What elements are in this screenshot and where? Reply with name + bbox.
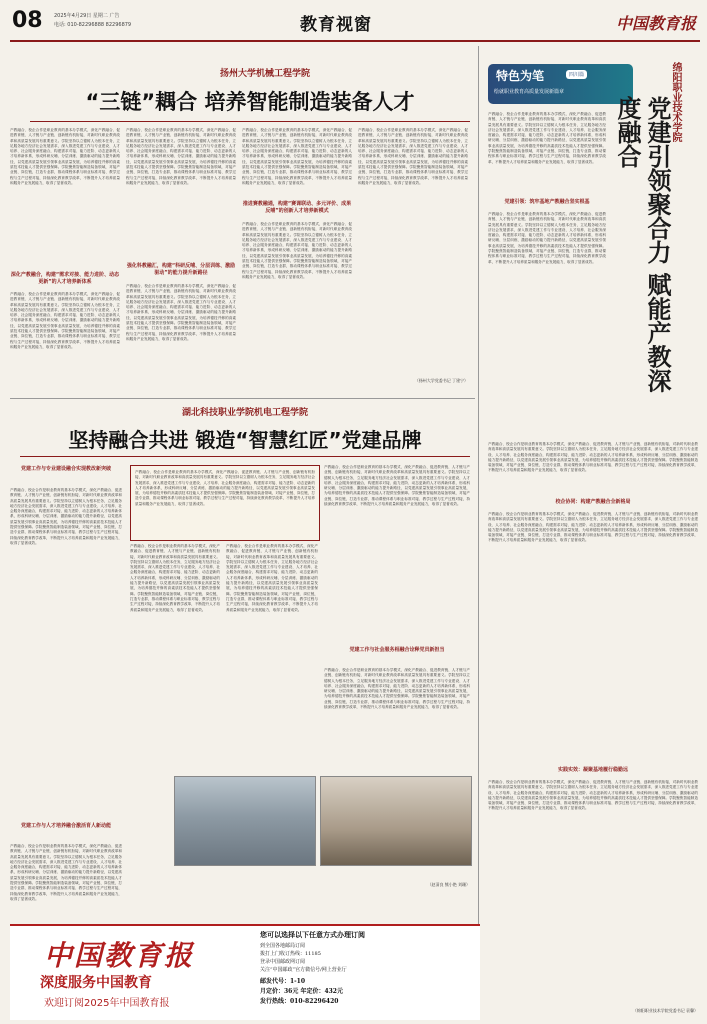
- article-divider: [10, 398, 475, 399]
- page-number: 08: [12, 8, 43, 33]
- article2-col1-a: 产教融合、校企合作是职业教育的基本办学模式，深化产教融合、促进教育链、人才链与产业链、创新链有机衔接，对新时代职业教育改革和高质量发展具有重要意义。学院坚持以立德树人为根本任务，立足服务地方经济社会发展需求，深入推进党建工作与专业建设、人才培养、社会服务深度融合，构建需求对接、能力进阶、动态更新的人才培养新体系，形成科研反哺、分层训练、激励驱动的能力提升新路径，以党建高质量发展引领事业高质量发展，为培养德技并修的高素质技术技能人才提供坚强保障。学院聚焦智能制造装备领域，对接产业链、岗位链，打造专业群，推动课程体系与职业标准对接、教学过程与生产过程对接，持续深化教育教学改革，不断提升人才培养质量和服务产业发展能力，取得了显著成效。: [10, 488, 122, 545]
- article1-col3-b: 产教融合、校企合作是职业教育的基本办学模式，深化产教融合、促进教育链、人才链与产业链、创新链有机衔接，对新时代职业教育改革和高质量发展具有重要意义。学院坚持以立德树人为根本任务，立足服务地方经济社会发展需求，深入推进党建工作与专业建设、人才培养、社会服务深度融合，构建需求对接、能力进阶、动态更新的人才培养新体系，形成科研反哺、分层训练、激励驱动的能力提升新路径，以党建高质量发展引领事业高质量发展，为培养德技并修的高素质技术技能人才提供坚强保障。学院聚焦智能制造装备领域，对接产业链、岗位链，打造专业群，推动课程体系与职业标准对接、教学过程与生产过程对接，持续深化教育教学改革，不断提升人才培养质量和服务产业发展能力，取得了显著成效。: [242, 222, 352, 279]
- sidebar-org: 绵阳职业技术学院: [670, 62, 681, 142]
- article1-sub3: 推进赛教融通，构建“赛课联动、多元评价、成果反哺”的创新人才培养新模式: [242, 201, 352, 214]
- sidebar-col-c: 产教融合、校企合作是职业教育的基本办学模式，深化产教融合、促进教育链、人才链与产业链、创新链有机衔接，对新时代职业教育改革和高质量发展具有重要意义。学院坚持以立德树人为根本任务，立足服务地方经济社会发展需求，深入推进党建工作与专业建设、人才培养、社会服务深度融合，构建需求对接、能力进阶、动态更新的人才培养新体系，形成科研反哺、分层训练、激励驱动的能力提升新路径，以党建高质量发展引领事业高质量发展，为培养德技并修的高素质技术技能人才提供坚强保障。学院聚焦智能制造装备领域，对接产业链、岗位链，打造专业群，推动课程体系与职业标准对接、教学过程与生产过程对接，持续深化教育教学改革，不断提升人才培养质量和服务产业发展能力，取得了显著成效。: [488, 512, 698, 543]
- badge-tag: 绘就职业教育高质量发展新篇章: [494, 89, 565, 95]
- ad-info-box: [260, 930, 474, 1016]
- article1-byline: （扬州大学党委书记 丁建宁）: [414, 378, 468, 383]
- sidebar-sub3: 实践实效：凝聚基地履行稳勤远: [557, 767, 628, 773]
- header-contact: 电话: 010-82296888 82296879: [54, 22, 132, 28]
- article2-col4-a: 产教融合、校企合作是职业教育的基本办学模式，深化产教融合、促进教育链、人才链与产业链、创新链有机衔接，对新时代职业教育改革和高质量发展具有重要意义。学院坚持以立德树人为根本任务，立足服务地方经济社会发展需求，深入推进党建工作与专业建设、人才培养、社会服务深度融合，构建需求对接、能力进阶、动态更新的人才培养新体系，形成科研反哺、分层训练、激励驱动的能力提升新路径，以党建高质量发展引领事业高质量发展，为培养德技并修的高素质技术技能人才提供坚强保障。学院聚焦智能制造装备领域，对接产业链、岗位链，打造专业群，推动课程体系与职业标准对接、教学过程与生产过程对接，持续深化教育教学改革，不断提升人才培养质量和服务产业发展能力，取得了显著成效。: [324, 465, 470, 507]
- article2-org: 湖北科技职业学院机电工程学院: [181, 408, 308, 418]
- sidebar-col-a: 产教融合、校企合作是职业教育的基本办学模式，深化产教融合、促进教育链、人才链与产业链、创新链有机衔接，对新时代职业教育改革和高质量发展具有重要意义。学院坚持以立德树人为根本任务，立足服务地方经济社会发展需求，深入推进党建工作与专业建设、人才培养、社会服务深度融合，构建需求对接、能力进阶、动态更新的人才培养新体系，形成科研反哺、分层训练、激励驱动的能力提升新路径，以党建高质量发展引领事业高质量发展，为培养德技并修的高素质技术技能人才提供坚强保障。学院聚焦智能制造装备领域，对接产业链、岗位链，打造专业群，推动课程体系与职业标准对接、教学过程与生产过程对接，持续深化教育教学改革，不断提升人才培养质量和服务产业发展能力，取得了显著成效。: [488, 112, 606, 164]
- sidebar-col-b: 产教融合、校企合作是职业教育的基本办学模式，深化产教融合、促进教育链、人才链与产业链、创新链有机衔接，对新时代职业教育改革和高质量发展具有重要意义。学院坚持以立德树人为根本任务，立足服务地方经济社会发展需求，深入推进党建工作与专业建设、人才培养、社会服务深度融合，构建需求对接、能力进阶、动态更新的人才培养新体系，形成科研反哺、分层训练、激励驱动的能力提升新路径，以党建高质量发展引领事业高质量发展，为培养德技并修的高素质技术技能人才提供坚强保障。学院聚焦智能制造装备领域，对接产业链、岗位链，打造专业群，推动课程体系与职业标准对接、教学过程与生产过程对接，持续深化教育教学改革，不断提升人才培养质量和服务产业发展能力，取得了显著成效。: [488, 212, 606, 264]
- article2-sub2: 党建工作与社会服务相融合诠释党员新担当: [349, 647, 445, 653]
- article1-col1-a: 产教融合、校企合作是职业教育的基本办学模式，深化产教融合、促进教育链、人才链与产业链、创新链有机衔接，对新时代职业教育改革和高质量发展具有重要意义。学院坚持以立德树人为根本任务，立足服务地方经济社会发展需求，深入推进党建工作与专业建设、人才培养、社会服务深度融合，构建需求对接、能力进阶、动态更新的人才培养新体系，形成科研反哺、分层训练、激励驱动的能力提升新路径，以党建高质量发展引领事业高质量发展，为培养德技并修的高素质技术技能人才提供坚强保障。学院聚焦智能制造装备领域，对接产业链、岗位链，打造专业群，推动课程体系与职业标准对接、教学过程与生产过程对接，持续深化教育教学改革，不断提升人才培养质量和服务产业发展能力，取得了显著成效。: [10, 128, 120, 185]
- article1-col3-a: 产教融合、校企合作是职业教育的基本办学模式，深化产教融合、促进教育链、人才链与产业链、创新链有机衔接，对新时代职业教育改革和高质量发展具有重要意义。学院坚持以立德树人为根本任务，立足服务地方经济社会发展需求，深入推进党建工作与专业建设、人才培养、社会服务深度融合，构建需求对接、能力进阶、动态更新的人才培养新体系，形成科研反哺、分层训练、激励驱动的能力提升新路径，以党建高质量发展引领事业高质量发展，为培养德技并修的高素质技术技能人才提供坚强保障。学院聚焦智能制造装备领域，对接产业链、岗位链，打造专业群，推动课程体系与职业标准对接、教学过程与生产过程对接，持续深化教育教学改革，不断提升人才培养质量和服务产业发展能力，取得了显著成效。: [242, 128, 352, 185]
- ad-line5: 邮发代号：1-10: [260, 978, 306, 985]
- masthead: 中国教育报: [615, 14, 696, 33]
- article1-sub2: 强化科教融汇，构建“科研反哺、分层训练、激励驱动”的能力提升新路径: [126, 263, 236, 276]
- article2-title: 坚持融合共进 锻造“智慧红匠”党建品牌: [68, 428, 422, 452]
- article1-sub1: 深化产教融合，构建“需求对接、能力进阶、动态更新”的人才培养新体系: [10, 272, 120, 285]
- ad-line7: 发行热线：010-82296420: [260, 998, 339, 1005]
- sidebar-divider: [478, 46, 479, 926]
- ad-line2: 拨打上门收订热线：11185: [260, 951, 321, 957]
- badge-title: 特色为笔: [496, 69, 545, 83]
- sidebar-col-d: 产教融合、校企合作是职业教育的基本办学模式，深化产教融合、促进教育链、人才链与产业链、创新链有机衔接，对新时代职业教育改革和高质量发展具有重要意义。学院坚持以立德树人为根本任务，立足服务地方经济社会发展需求，深入推进党建工作与专业建设、人才培养、社会服务深度融合，构建需求对接、能力进阶、动态更新的人才培养新体系，形成科研反哺、分层训练、激励驱动的能力提升新路径，以党建高质量发展引领事业高质量发展，为培养德技并修的高素质技术技能人才提供坚强保障。学院聚焦智能制造装备领域，对接产业链、岗位链，打造专业群，推动课程体系与职业标准对接、教学过程与生产过程对接，持续深化教育教学改革，不断提升人才培养质量和服务产业发展能力，取得了显著成效。: [488, 780, 698, 811]
- article2-sub1: 党建工作与专业建设融合实现教改新突破: [20, 466, 111, 472]
- page-header: [10, 6, 700, 40]
- article1-col2-a: 产教融合、校企合作是职业教育的基本办学模式，深化产教融合、促进教育链、人才链与产业链、创新链有机衔接，对新时代职业教育改革和高质量发展具有重要意义。学院坚持以立德树人为根本任务，立足服务地方经济社会发展需求，深入推进党建工作与专业建设、人才培养、社会服务深度融合，构建需求对接、能力进阶、动态更新的人才培养新体系，形成科研反哺、分层训练、激励驱动的能力提升新路径，以党建高质量发展引领事业高质量发展，为培养德技并修的高素质技术技能人才提供坚强保障。学院聚焦智能制造装备领域，对接产业链、岗位链，打造专业群，推动课程体系与职业标准对接、教学过程与生产过程对接，持续深化教育教学改革，不断提升人才培养质量和服务产业发展能力，取得了显著成效。: [126, 128, 236, 185]
- article1-title-rule: [30, 121, 470, 122]
- ad-line4: 关注“中国邮政”官方微信号/网上营业厅: [260, 967, 347, 973]
- article2-intro-box: [130, 465, 320, 541]
- section-title: 教育视窗: [300, 15, 372, 35]
- ad-invite: 欢迎订阅2025年中国教育报: [44, 998, 170, 1009]
- article1-col2-b: 产教融合、校企合作是职业教育的基本办学模式，深化产教融合、促进教育链、人才链与产业链、创新链有机衔接，对新时代职业教育改革和高质量发展具有重要意义。学院坚持以立德树人为根本任务，立足服务地方经济社会发展需求，深入推进党建工作与专业建设、人才培养、社会服务深度融合，构建需求对接、能力进阶、动态更新的人才培养新体系，形成科研反哺、分层训练、激励驱动的能力提升新路径，以党建高质量发展引领事业高质量发展，为培养德技并修的高素质技术技能人才提供坚强保障。学院聚焦智能制造装备领域，对接产业链、岗位链，打造专业群，推动课程体系与职业标准对接、教学过程与生产过程对接，持续深化教育教学改革，不断提升人才培养质量和服务产业发展能力，取得了显著成效。: [126, 284, 236, 341]
- article2-sub3: 党建工作与人才培养融合激活育人新动能: [20, 823, 111, 829]
- ad-line3: 登录中国邮政网订阅: [260, 959, 306, 965]
- article2-title-rule: [20, 456, 470, 457]
- ad-line6: 月定价：36元 年定价：432元: [260, 988, 343, 995]
- ad-tagline: 深度服务中国教育: [40, 975, 152, 991]
- sidebar-sub2: 校企协同：构建产教融合全新格局: [555, 499, 631, 505]
- sidebar-title: 党建引领聚合力 赋能产教深度融合: [613, 96, 671, 393]
- campus-photo: [174, 776, 316, 866]
- article2-col3: 产教融合、校企合作是职业教育的基本办学模式，深化产教融合、促进教育链、人才链与产业链、创新链有机衔接，对新时代职业教育改革和高质量发展具有重要意义。学院坚持以立德树人为根本任务，立足服务地方经济社会发展需求，深入推进党建工作与专业建设、人才培养、社会服务深度融合，构建需求对接、能力进阶、动态更新的人才培养新体系，形成科研反哺、分层训练、激励驱动的能力提升新路径，以党建高质量发展引领事业高质量发展，为培养德技并修的高素质技术技能人才提供坚强保障。学院聚焦智能制造装备领域，对接产业链、岗位链，打造专业群，推动课程体系与职业标准对接、教学过程与生产过程对接，持续深化教育教学改革，不断提升人才培养质量和服务产业发展能力，取得了显著成效。: [226, 544, 318, 612]
- article1-title: “三链”耦合 培养智能制造装备人才: [85, 90, 415, 114]
- ad-logo: 中国教育报: [44, 939, 195, 972]
- sidebar-byline: （绵阳职业技术学院党委书记 袁馨）: [632, 1008, 698, 1013]
- sidebar-col-b2: 产教融合、校企合作是职业教育的基本办学模式，深化产教融合、促进教育链、人才链与产业链、创新链有机衔接，对新时代职业教育改革和高质量发展具有重要意义。学院坚持以立德树人为根本任务，立足服务地方经济社会发展需求，深入推进党建工作与专业建设、人才培养、社会服务深度融合，构建需求对接、能力进阶、动态更新的人才培养新体系，形成科研反哺、分层训练、激励驱动的能力提升新路径，以党建高质量发展引领事业高质量发展，为培养德技并修的高素质技术技能人才提供坚强保障。学院聚焦智能制造装备领域，对接产业链、岗位链，打造专业群，推动课程体系与职业标准对接、教学过程与生产过程对接，持续深化教育教学改革，不断提升人才培养质量和服务产业发展能力，取得了显著成效。: [488, 442, 698, 473]
- ad-lead: 您可以选择以下任意方式办理订阅: [260, 931, 365, 939]
- header-rule: [10, 40, 700, 42]
- article1-col1-b: 产教融合、校企合作是职业教育的基本办学模式，深化产教融合、促进教育链、人才链与产业链、创新链有机衔接，对新时代职业教育改革和高质量发展具有重要意义。学院坚持以立德树人为根本任务，立足服务地方经济社会发展需求，深入推进党建工作与专业建设、人才培养、社会服务深度融合，构建需求对接、能力进阶、动态更新的人才培养新体系，形成科研反哺、分层训练、激励驱动的能力提升新路径，以党建高质量发展引领事业高质量发展，为培养德技并修的高素质技术技能人才提供坚强保障。学院聚焦智能制造装备领域，对接产业链、岗位链，打造专业群，推动课程体系与职业标准对接、教学过程与生产过程对接，持续深化教育教学改革，不断提升人才培养质量和服务产业发展能力，取得了显著成效。: [10, 292, 120, 349]
- sidebar-sub1: 党建引领：筑牢基地产教融合坚实根基: [504, 199, 590, 205]
- event-photo: [320, 776, 472, 866]
- article2-byline: （赵清良 熊小艳 刘珊）: [427, 882, 470, 887]
- ad-line1: 到全国各地邮局订阅: [260, 943, 306, 949]
- article2-col1-b: 产教融合、校企合作是职业教育的基本办学模式，深化产教融合、促进教育链、人才链与产业链、创新链有机衔接，对新时代职业教育改革和高质量发展具有重要意义。学院坚持以立德树人为根本任务，立足服务地方经济社会发展需求，深入推进党建工作与专业建设、人才培养、社会服务深度融合，构建需求对接、能力进阶、动态更新的人才培养新体系，形成科研反哺、分层训练、激励驱动的能力提升新路径，以党建高质量发展引领事业高质量发展，为培养德技并修的高素质技术技能人才提供坚强保障。学院聚焦智能制造装备领域，对接产业链、岗位链，打造专业群，推动课程体系与职业标准对接、教学过程与生产过程对接，持续深化教育教学改革，不断提升人才培养质量和服务产业发展能力，取得了显著成效。: [10, 844, 122, 901]
- article2-col2: 产教融合、校企合作是职业教育的基本办学模式，深化产教融合、促进教育链、人才链与产业链、创新链有机衔接，对新时代职业教育改革和高质量发展具有重要意义。学院坚持以立德树人为根本任务，立足服务地方经济社会发展需求，深入推进党建工作与专业建设、人才培养、社会服务深度融合，构建需求对接、能力进阶、动态更新的人才培养新体系，形成科研反哺、分层训练、激励驱动的能力提升新路径，以党建高质量发展引领事业高质量发展，为培养德技并修的高素质技术技能人才提供坚强保障。学院聚焦智能制造装备领域，对接产业链、岗位链，打造专业群，推动课程体系与职业标准对接、教学过程与生产过程对接，持续深化教育教学改革，不断提升人才培养质量和服务产业发展能力，取得了显著成效。: [130, 544, 220, 612]
- subscription-ad: [10, 924, 480, 1020]
- badge-sub: 四川篇: [566, 70, 587, 79]
- article1-col4: 产教融合、校企合作是职业教育的基本办学模式，深化产教融合、促进教育链、人才链与产业链、创新链有机衔接，对新时代职业教育改革和高质量发展具有重要意义。学院坚持以立德树人为根本任务，立足服务地方经济社会发展需求，深入推进党建工作与专业建设、人才培养、社会服务深度融合，构建需求对接、能力进阶、动态更新的人才培养新体系，形成科研反哺、分层训练、激励驱动的能力提升新路径，以党建高质量发展引领事业高质量发展，为培养德技并修的高素质技术技能人才提供坚强保障。学院聚焦智能制造装备领域，对接产业链、岗位链，打造专业群，推动课程体系与职业标准对接、教学过程与生产过程对接，持续深化教育教学改革，不断提升人才培养质量和服务产业发展能力，取得了显著成效。: [358, 128, 468, 185]
- header-date: 2025年4月29日 星期二 广告: [54, 13, 120, 19]
- article2-intro-text: 产教融合、校企合作是职业教育的基本办学模式，深化产教融合、促进教育链、人才链与产业链、创新链有机衔接，对新时代职业教育改革和高质量发展具有重要意义。学院坚持以立德树人为根本任务，立足服务地方经济社会发展需求，深入推进党建工作与专业建设、人才培养、社会服务深度融合，构建需求对接、能力进阶、动态更新的人才培养新体系，形成科研反哺、分层训练、激励驱动的能力提升新路径，以党建高质量发展引领事业高质量发展，为培养德技并修的高素质技术技能人才提供坚强保障。学院聚焦智能制造装备领域，对接产业链、岗位链，打造专业群，推动课程体系与职业标准对接、教学过程与生产过程对接，持续深化教育教学改革，不断提升人才培养质量和服务产业发展能力，取得了显著成效。: [135, 470, 315, 506]
- article1-org: 扬州大学机械工程学院: [219, 69, 310, 79]
- article2-col4-b: 产教融合、校企合作是职业教育的基本办学模式，深化产教融合、促进教育链、人才链与产业链、创新链有机衔接，对新时代职业教育改革和高质量发展具有重要意义。学院坚持以立德树人为根本任务，立足服务地方经济社会发展需求，深入推进党建工作与专业建设、人才培养、社会服务深度融合，构建需求对接、能力进阶、动态更新的人才培养新体系，形成科研反哺、分层训练、激励驱动的能力提升新路径，以党建高质量发展引领事业高质量发展，为培养德技并修的高素质技术技能人才提供坚强保障。学院聚焦智能制造装备领域，对接产业链、岗位链，打造专业群，推动课程体系与职业标准对接、教学过程与生产过程对接，持续深化教育教学改革，不断提升人才培养质量和服务产业发展能力，取得了显著成效。: [324, 668, 470, 710]
